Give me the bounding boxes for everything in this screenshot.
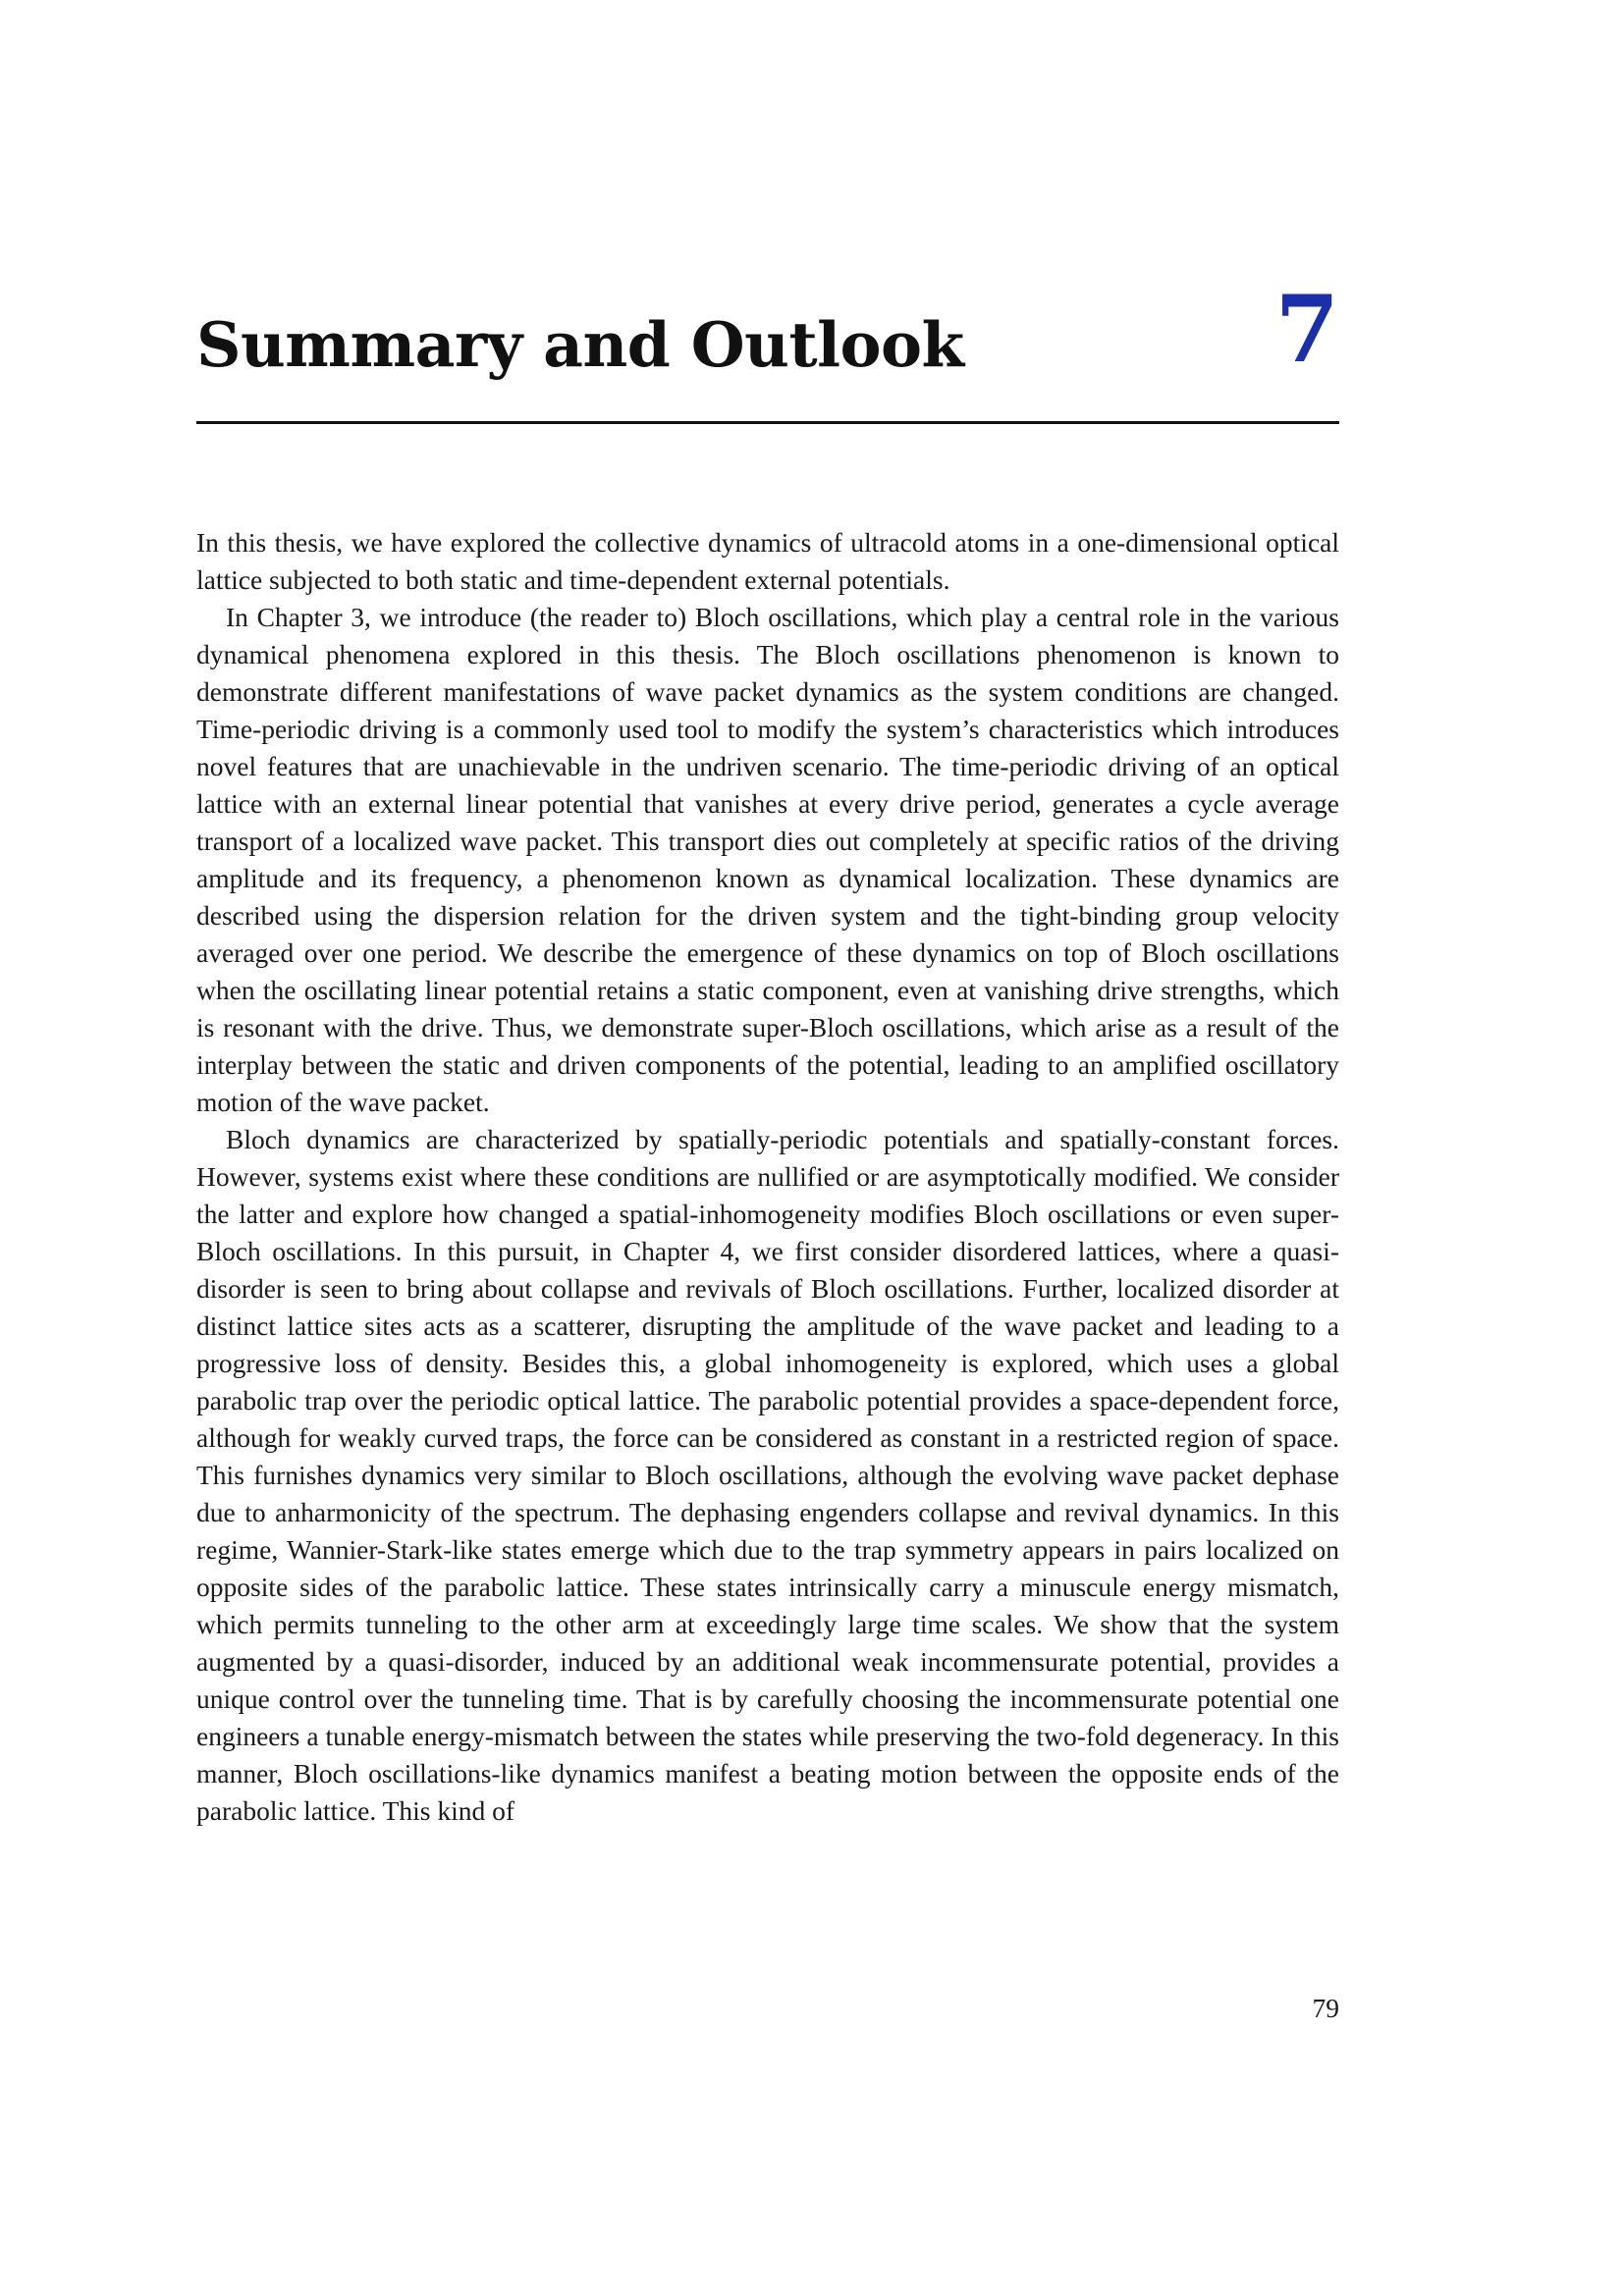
chapter-header <box>196 276 1339 427</box>
page-number: 79 <box>1312 1993 1339 2023</box>
paragraph-intro: In this thesis, we have explored the collective dynamics of ultracold atoms in a one-dimensional optical lattice subjected to both static and time-dependent external potentials. <box>196 527 1339 595</box>
chapter-number: 7 <box>1274 276 1339 384</box>
chapter-rule <box>196 421 1339 424</box>
body-text <box>196 524 1339 1830</box>
paragraph-chapter-3: In Chapter 3, we introduce (the reader to) Bloch oscillations, which play a central role in the various dynamical phenomena explored in this thesis. The Bloch oscillations phenomenon is known to demonstrate different manifestations of wave packet dynamics as the system conditions are changed. Time-periodic driving is a commonly used tool to modify the system’s characteristics which introduces novel features that are unachievable in the undriven scenario. The time-periodic driving of an optical lattice with an external linear potential that vanishes at every drive period, generates a cycle average transport of a localized wave packet. This transport dies out completely at specific ratios of the driving amplitude and its frequency, a phenomenon known as dynamical localization. These dynamics are described using the dispersion relation for the driven system and the tight-binding group velocity averaged over one period. We describe the emergence of these dynamics on top of Bloch oscillations when the oscillating linear potential retains a static component, even at vanishing drive strengths, which is resonant with the drive. Thus, we demonstrate super-Bloch oscillations, which arise as a result of the interplay between the static and driven components of the potential, leading to an amplified oscillatory motion of the wave packet. <box>196 602 1339 1117</box>
paragraph-chapter-4: Bloch dynamics are characterized by spatially-periodic potentials and spatially-constant forces. However, systems exist where these conditions are nullified or are asymptotically modified. We consider the latter and explore how changed a spatial-inhomogeneity modifies Bloch oscillations or even super-Bloch oscillations. In this pursuit, in Chapter 4, we first consider disordered lattices, where a quasi-disorder is seen to bring about collapse and revivals of Bloch oscillations. Further, localized disorder at distinct lattice sites acts as a scatterer, disrupting the amplitude of the wave packet and leading to a progressive loss of density. Besides this, a global inhomogeneity is explored, which uses a global parabolic trap over the periodic optical lattice. The parabolic potential provides a space-dependent force, although for weakly curved traps, the force can be considered as constant in a restricted region of space. This furnishes dynamics very similar to Bloch oscillations, although the evolving wave packet dephase due to anharmonicity of the spectrum. The dephasing engenders collapse and revival dynamics. In this regime, Wannier-Stark-like states emerge which due to the trap symmetry appears in pairs localized on opposite sides of the parabolic lattice. These states intrinsically carry a minuscule energy mismatch, which permits tunneling to the other arm at exceedingly large time scales. We show that the system augmented by a quasi-disorder, induced by an additional weak incommensurate potential, provides a unique control over the tunneling time. That is by carefully choosing the incommensurate potential one engineers a tunable energy-mismatch between the states while preserving the two-fold degeneracy. In this manner, Bloch oscillations-like dynamics manifest a beating motion between the opposite ends of the parabolic lattice. This kind of <box>196 1124 1339 1826</box>
chapter-title: Summary and Outlook <box>196 308 964 381</box>
